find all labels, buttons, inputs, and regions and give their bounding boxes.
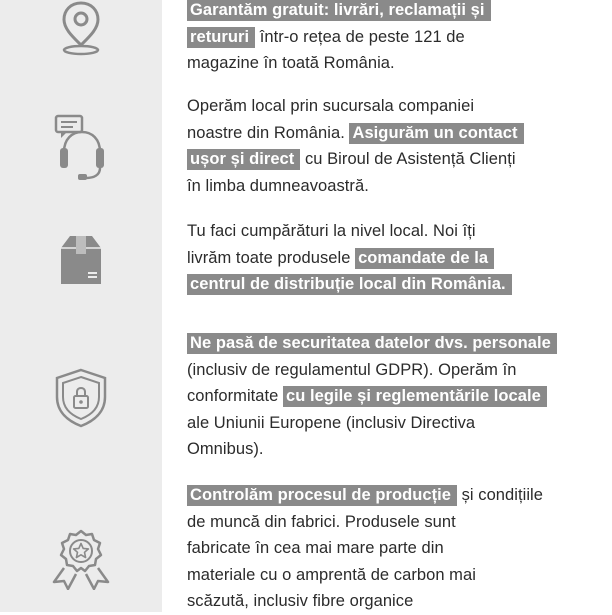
body-text: fabricate în cea mai mare parte din [187, 539, 444, 557]
body-text: Operăm local prin sucursala companiei [187, 97, 475, 115]
body-text: magazine în toată România. [187, 54, 395, 72]
section-local-shopping [187, 218, 587, 298]
highlight-text: ușor și direct [187, 149, 300, 170]
highlight-text: Garantăm gratuit: livrări, reclamații și [187, 0, 491, 21]
body-text: noastre din România. [187, 123, 350, 142]
highlight-text: Ne pasă de securitatea datelor dvs. personale [187, 333, 557, 354]
location-pin-icon [0, 0, 162, 56]
headset-chat-icon [0, 112, 162, 182]
body-text: conformitate [187, 387, 284, 405]
body-text: Tu faci cumpărături la nivel local. Noi îți [187, 222, 476, 240]
body-text: de muncă din fabrici. Produsele sunt [187, 512, 456, 531]
highlight-text: Controlăm procesul de producție [187, 485, 457, 506]
icon-sidebar [0, 0, 162, 612]
body-text: scăzută, inclusiv fibre organice [187, 592, 414, 610]
highlight-text: cu legile și reglementările locale [283, 386, 547, 407]
body-text: livrăm toate produsele [187, 248, 356, 267]
body-text: și condițiile [457, 486, 543, 504]
highlight-text: retururi [187, 27, 255, 48]
section-production-control [187, 482, 587, 615]
highlight-text: comandate de la [355, 248, 494, 269]
body-text: în limba dumneavoastră. [187, 176, 369, 195]
section-free-delivery [187, 0, 587, 77]
body-text: într-o rețea de peste 121 de [255, 27, 465, 46]
body-text: Omnibus). [187, 440, 264, 458]
body-text: materiale cu o amprentă de carbon mai [187, 565, 476, 584]
shield-lock-icon [0, 366, 162, 430]
highlight-text: Asigurăm un contact [349, 123, 523, 144]
section-data-security [187, 330, 587, 463]
section-local-support [187, 93, 587, 199]
highlight-text: centrul de distribuție local din România. [187, 274, 512, 295]
package-box-icon [0, 232, 162, 288]
body-text: cu Biroul de Asistență Clienți [300, 150, 516, 168]
body-text: (inclusiv de regulamentul GDPR). Operăm în [187, 360, 517, 379]
body-text: ale Uniunii Europene (inclusiv Directiva [187, 413, 476, 432]
award-badge-icon [0, 528, 162, 590]
